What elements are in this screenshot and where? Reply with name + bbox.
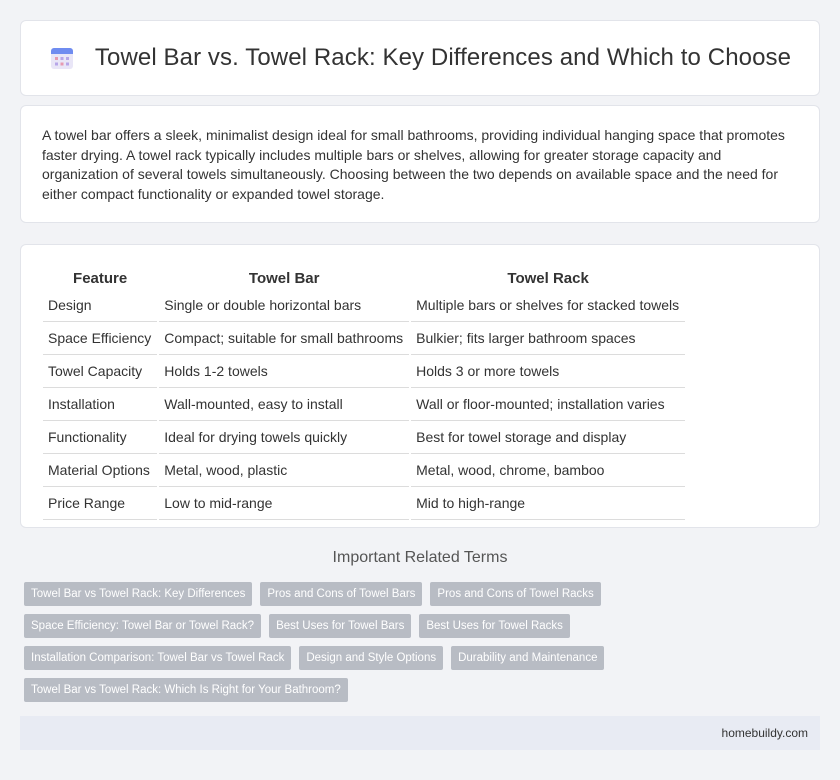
table-row — [43, 423, 685, 454]
related-term-tag[interactable]: Durability and Maintenance — [451, 646, 604, 670]
header-towel-bar: Towel Bar — [248, 270, 320, 287]
row-towel-bar: Single or double horizontal bars — [159, 291, 409, 322]
related-term-tag[interactable]: Best Uses for Towel Bars — [269, 614, 411, 638]
row-feature: Material Options — [43, 456, 157, 487]
footer-site-link[interactable]: homebuildy.com — [721, 726, 808, 740]
table-row — [43, 489, 685, 520]
row-feature: Design — [43, 291, 157, 322]
row-feature: Functionality — [43, 423, 157, 454]
table-header-row — [43, 267, 685, 289]
related-term-tag[interactable]: Pros and Cons of Towel Racks — [430, 582, 600, 606]
row-feature: Towel Capacity — [43, 357, 157, 388]
row-towel-rack: Multiple bars or shelves for stacked towels — [411, 291, 685, 322]
header-towel-rack: Towel Rack — [507, 270, 589, 287]
row-towel-rack: Bulkier; fits larger bathroom spaces — [411, 324, 685, 355]
comparison-table — [41, 265, 687, 522]
intro-text: A towel bar offers a sleek, minimalist design ideal for small bathrooms, providing individual hanging space that promotes faster drying. A towel rack typically includes multiple bars or shelves, allowing for greater storage capacity and organization of several towels simultaneously. Choosing between the two depends on available space and the need for either compact functionality or expanded towel storage. — [42, 127, 785, 202]
row-towel-bar: Compact; suitable for small bathrooms — [159, 324, 409, 355]
title-card — [20, 20, 820, 96]
related-term-tag[interactable]: Design and Style Options — [299, 646, 443, 670]
row-towel-rack: Best for towel storage and display — [411, 423, 685, 454]
related-term-tag[interactable]: Towel Bar vs Towel Rack: Which Is Right for Your Bathroom? — [24, 678, 348, 702]
row-feature: Price Range — [43, 489, 157, 520]
tag-row — [24, 646, 824, 670]
related-term-tag[interactable]: Best Uses for Towel Racks — [419, 614, 570, 638]
header-feature: Feature — [73, 270, 128, 287]
page-title: Towel Bar vs. Towel Rack: Key Differences and Which to Choose — [94, 44, 792, 71]
related-term-tag[interactable]: Towel Bar vs Towel Rack: Key Differences — [24, 582, 252, 606]
row-towel-rack: Metal, wood, chrome, bamboo — [411, 456, 685, 487]
title-wrap — [49, 44, 791, 72]
calendar-icon — [49, 45, 75, 71]
related-term-tag[interactable]: Installation Comparison: Towel Bar vs Towel Rack — [24, 646, 291, 670]
row-towel-bar: Ideal for drying towels quickly — [159, 423, 409, 454]
table-row — [43, 357, 685, 388]
tag-row — [24, 582, 824, 606]
comparison-card — [20, 244, 820, 528]
row-feature: Installation — [43, 390, 157, 421]
row-towel-rack: Holds 3 or more towels — [411, 357, 685, 388]
row-towel-rack: Mid to high-range — [411, 489, 685, 520]
table-row — [43, 390, 685, 421]
row-towel-bar: Wall-mounted, easy to install — [159, 390, 409, 421]
intro-card — [20, 105, 820, 223]
table-row — [43, 324, 685, 355]
footer — [20, 716, 820, 750]
related-terms-title: Important Related Terms — [332, 549, 508, 566]
table-row — [43, 291, 685, 322]
row-feature: Space Efficiency — [43, 324, 157, 355]
related-terms-list — [24, 582, 824, 710]
tag-row — [24, 678, 824, 702]
row-towel-bar: Metal, wood, plastic — [159, 456, 409, 487]
related-term-tag[interactable]: Pros and Cons of Towel Bars — [260, 582, 422, 606]
table-row — [43, 456, 685, 487]
row-towel-bar: Low to mid-range — [159, 489, 409, 520]
row-towel-bar: Holds 1-2 towels — [159, 357, 409, 388]
row-towel-rack: Wall or floor-mounted; installation varies — [411, 390, 685, 421]
tag-row — [24, 614, 824, 638]
related-term-tag[interactable]: Space Efficiency: Towel Bar or Towel Rack? — [24, 614, 261, 638]
